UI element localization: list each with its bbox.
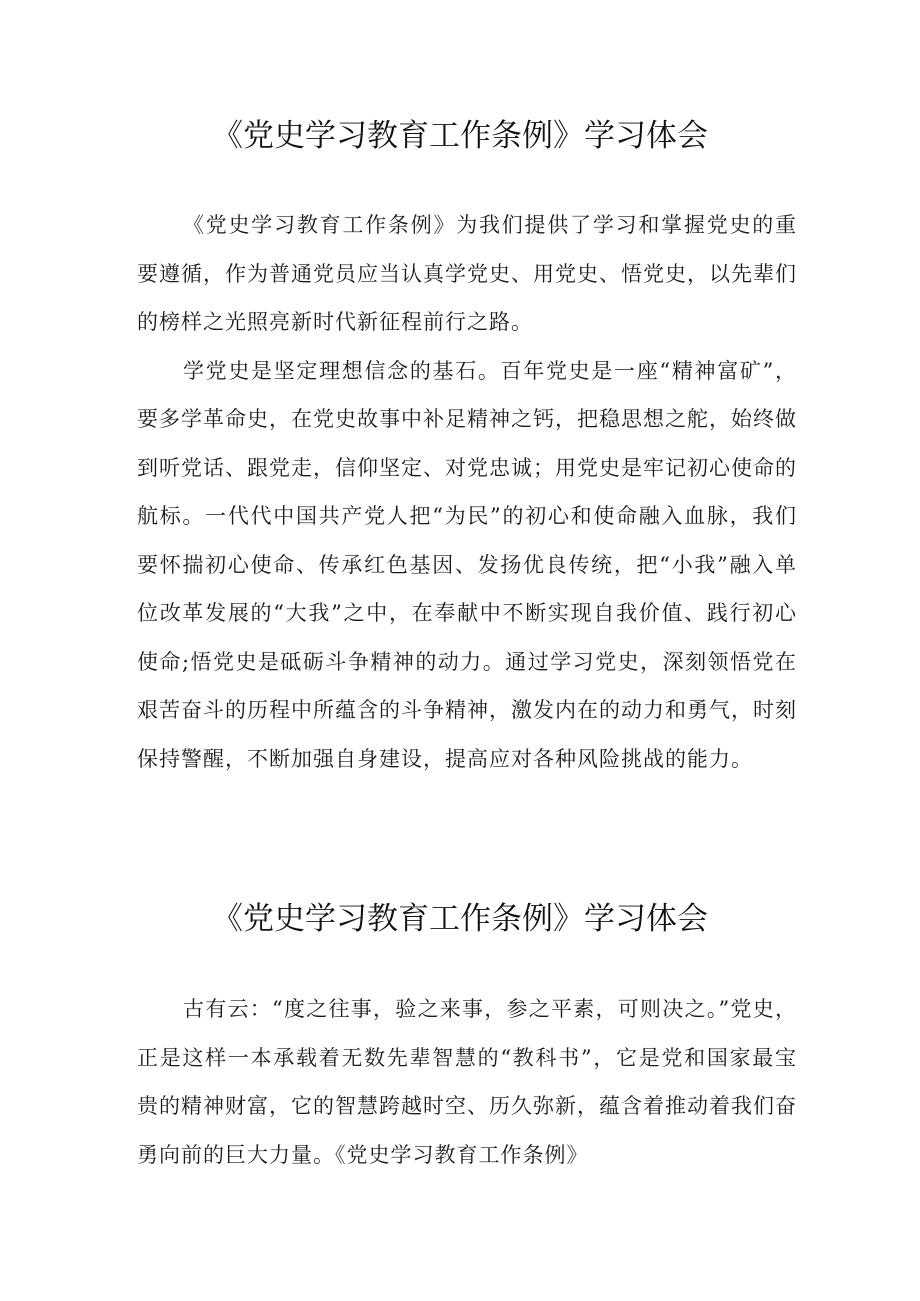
paragraph: 学党史是坚定理想信念的基石。百年党史是一座“精神富矿”，要多学革命史，在党史故事中补足精神之钙，把稳思想之舵，始终做到听党话、跟党走，信仰坚定、对党忠诚；用党史是牢记初心使命的航标。一代代中国共产党人把“为民”的初心和使命融入血脉，我们要怀揣初心使命、传承红色基因、发扬优良传统，把“小我”融入单位改革发展的“大我”之中，在奉献中不断实现自我价值、践行初心使命;悟党史是砥砺斗争精神的动力。通过学习党史，深刻领悟党在艰苦奋斗的历程中所蕴含的斗争精神，激发内在的动力和勇气，时刻保持警醒，不断加强自身建设，提高应对各种风险挑战的能力。 bbox=[137, 358, 797, 771]
section-body bbox=[137, 201, 797, 783]
section-title: 《党史学习教育工作条例》学习体会 bbox=[212, 901, 708, 937]
section-body bbox=[137, 985, 797, 1179]
paragraph: 古有云：“度之往事，验之来事，参之平素，可则决之。”党史，正是这样一本承载着无数先辈智慧的“教科书”，它是党和国家最宝贵的精神财富，它的智慧跨越时空、历久弥新，蕴含着推动着我们奋勇向前的巨大力量。《党史学习教育工作条例》 bbox=[137, 997, 797, 1167]
paragraph: 《党史学习教育工作条例》为我们提供了学习和掌握党史的重要遵循，作为普通党员应当认真学党史、用党史、悟党史，以先辈们的榜样之光照亮新时代新征程前行之路。 bbox=[137, 213, 797, 334]
section-title: 《党史学习教育工作条例》学习体会 bbox=[212, 118, 708, 154]
